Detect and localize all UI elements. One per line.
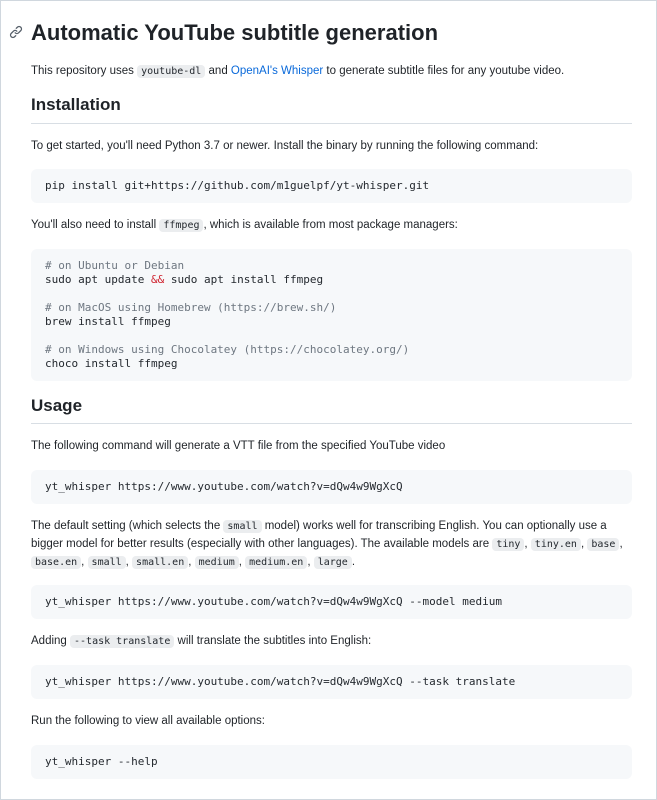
code-comment: # on MacOS using Homebrew (https://brew.sh/)	[45, 301, 337, 315]
ffmpeg-paragraph: You'll also need to install ffmpeg , which is available from most package managers:	[31, 219, 458, 232]
inline-code: small.en	[132, 556, 188, 569]
section-heading-usage: Usage	[31, 395, 632, 424]
intro-paragraph: This repository uses youtube-dl and OpenAI's Whisper to generate subtitle files for any youtube video.	[31, 64, 565, 77]
inline-code: large	[314, 556, 352, 569]
code-block-pip-install: pip install git+https://github.com/m1guelpf/yt-whisper.git	[31, 169, 632, 203]
code-operator: &&	[150, 273, 165, 287]
models-paragraph: The default setting (which selects the small model) works well for transcribing English. You can optionally use a bigger model for better results (especially with other languages). The available models are tiny , tiny.en , base , base.en , small , small.en , medium , medium.en , large .	[31, 519, 623, 568]
inline-code: youtube-dl	[137, 65, 205, 78]
help-paragraph: Run the following to view all available options:	[31, 715, 265, 728]
code-block-translate-option: yt_whisper https://www.youtube.com/watch?v=dQw4w9WgXcQ --task translate	[31, 665, 632, 699]
code-block-model-option: yt_whisper https://www.youtube.com/watch?v=dQw4w9WgXcQ --model medium	[31, 585, 632, 619]
inline-code: tiny.en	[531, 538, 581, 551]
inline-code: small	[223, 520, 261, 533]
code-comment: # on Ubuntu or Debian	[45, 259, 185, 273]
heading-anchor-link-icon[interactable]	[9, 25, 23, 39]
inline-code: small	[88, 556, 126, 569]
inline-code: medium	[195, 556, 239, 569]
page-title	[31, 19, 632, 47]
inline-code: base	[587, 538, 619, 551]
inline-code: ffmpeg	[159, 219, 203, 232]
code-block-ffmpeg-install: # on Ubuntu or Debian sudo apt update && sudo apt install ffmpeg # on MacOS using Homebrew (https://brew.sh/) brew install ffmpeg # on Windows using Chocolatey (https://chocolatey.org/) choco install ffmpeg	[31, 249, 632, 381]
text-link[interactable]: OpenAI's Whisper	[230, 64, 324, 77]
translate-paragraph: Adding --task translate will translate the subtitles into English:	[31, 635, 372, 648]
inline-code: tiny	[492, 538, 524, 551]
installation-intro-paragraph: To get started, you'll need Python 3.7 or newer. Install the binary by running the following command:	[31, 139, 539, 152]
vtt-paragraph: The following command will generate a VTT file from the specified YouTube video	[31, 440, 446, 453]
code-block-help: yt_whisper --help	[31, 745, 632, 779]
page-title-text: Automatic YouTube subtitle generation	[31, 20, 439, 45]
inline-code: medium.en	[245, 556, 307, 569]
code-comment: # on Windows using Chocolatey (https://chocolatey.org/)	[45, 342, 410, 356]
code-block-basic-usage: yt_whisper https://www.youtube.com/watch?v=dQw4w9WgXcQ	[31, 470, 632, 504]
inline-code: --task translate	[70, 635, 174, 648]
inline-code: base.en	[31, 556, 81, 569]
section-heading-installation: Installation	[31, 94, 632, 123]
